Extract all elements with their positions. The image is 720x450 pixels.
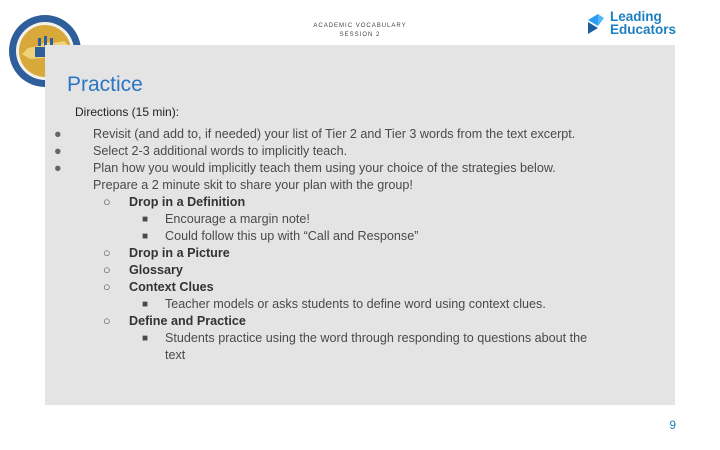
square-bullet-icon: ■ — [142, 231, 149, 242]
strategy-detail — [0, 211, 720, 228]
square-bullet-icon: ■ — [142, 214, 149, 225]
strategy-detail-text: Students practice using the word through responding to questions about the — [165, 331, 588, 345]
leading-educators-logo-icon — [586, 12, 606, 36]
bullet-text: Select 2-3 additional words to implicitly teach. — [93, 144, 348, 158]
bullet-text: Plan how you would implicitly teach them using your choice of the strategies below. — [93, 161, 556, 175]
strategy-item — [0, 262, 720, 279]
brand-name — [610, 10, 676, 36]
strategy-detail-text: Could follow this up with “Call and Response” — [165, 229, 419, 243]
square-bullet-icon: ■ — [142, 333, 149, 344]
strategy-detail — [0, 347, 720, 364]
circle-bullet-icon: ○ — [103, 246, 111, 260]
instructions-list — [0, 126, 720, 364]
bullet-icon: ● — [54, 127, 62, 141]
strategy-detail-text: Teacher models or asks students to define word using context clues. — [165, 297, 546, 311]
strategy-item — [0, 279, 720, 296]
circle-bullet-icon: ○ — [103, 263, 111, 277]
bullet-text: Prepare a 2 minute skit to share your plan with the group! — [93, 178, 413, 192]
header-line-1: ACADEMIC VOCABULARY — [313, 23, 407, 29]
slide-header — [290, 22, 430, 40]
circle-bullet-icon: ○ — [103, 314, 111, 328]
list-item — [0, 126, 720, 143]
bullet-text: Revisit (and add to, if needed) your list of Tier 2 and Tier 3 words from the text excerpt. — [93, 127, 576, 141]
list-item — [0, 177, 720, 194]
header-line-2: SESSION 2 — [339, 32, 381, 38]
circle-bullet-icon: ○ — [103, 280, 111, 294]
directions-label: Directions (15 min): — [75, 105, 180, 119]
strategy-detail-text: Encourage a margin note! — [165, 212, 310, 226]
strategy-name: Define and Practice — [129, 314, 246, 328]
strategy-item — [0, 245, 720, 262]
bullet-icon: ● — [54, 144, 62, 158]
page-number: 9 — [669, 418, 676, 432]
strategy-name: Glossary — [129, 263, 183, 277]
strategy-item — [0, 194, 720, 211]
brand-line-1: Leading — [610, 9, 662, 24]
strategy-detail — [0, 228, 720, 245]
strategy-detail — [0, 330, 720, 347]
strategy-name: Drop in a Definition — [129, 195, 246, 209]
strategy-detail-text: text — [165, 348, 186, 362]
brand-line-2: Educators — [610, 22, 677, 37]
slide-title: Practice — [67, 73, 143, 96]
strategy-detail — [0, 296, 720, 313]
strategy-item — [0, 313, 720, 330]
leading-educators-logo — [586, 10, 686, 40]
strategy-name: Drop in a Picture — [129, 246, 230, 260]
list-item — [0, 143, 720, 160]
strategy-name: Context Clues — [129, 280, 214, 294]
list-item — [0, 160, 720, 177]
circle-bullet-icon: ○ — [103, 195, 111, 209]
square-bullet-icon: ■ — [142, 299, 149, 310]
bullet-icon: ● — [54, 161, 62, 175]
